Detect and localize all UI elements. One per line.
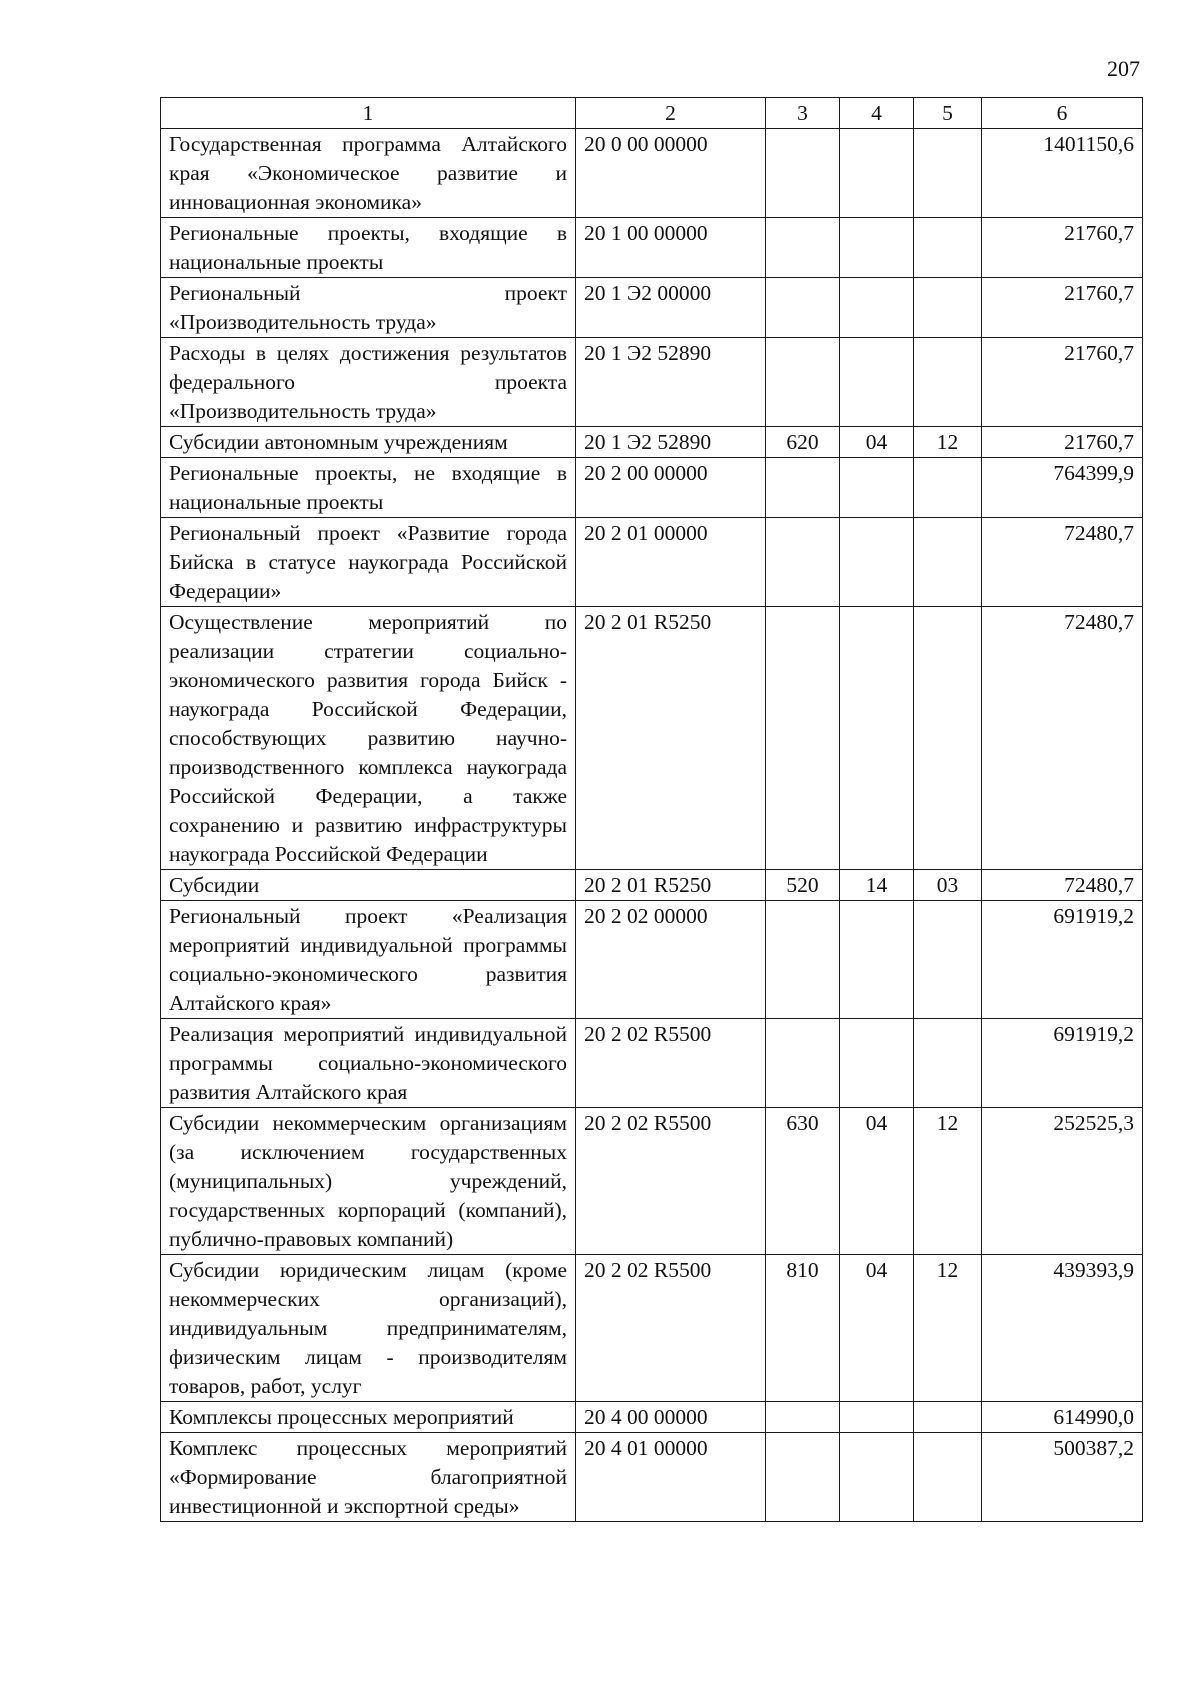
row-amount-cell: 691919,2 [982, 1019, 1143, 1108]
row-code-cell: 20 2 01 R5250 [576, 870, 766, 901]
row-amount-cell: 764399,9 [982, 458, 1143, 518]
row-col3-cell [766, 458, 840, 518]
row-code-cell: 20 4 01 00000 [576, 1433, 766, 1522]
table-row [161, 129, 1143, 218]
table-body [161, 129, 1143, 1522]
row-col5-cell [914, 129, 982, 218]
row-name-cell: Расходы в целях достижения результатов федерального проекта «Производительность труда» [161, 338, 576, 427]
table-row [161, 1019, 1143, 1108]
table-row [161, 901, 1143, 1019]
row-col4-cell [840, 338, 914, 427]
row-col5-cell: 12 [914, 1255, 982, 1402]
column-header-3: 3 [766, 98, 840, 129]
row-name-cell: Реализация мероприятий индивидуальной программы социально-экономического развития Алтайского края [161, 1019, 576, 1108]
row-amount-cell: 72480,7 [982, 870, 1143, 901]
row-col4-cell [840, 458, 914, 518]
row-code-cell: 20 2 02 R5500 [576, 1108, 766, 1255]
row-col4-cell [840, 278, 914, 338]
row-col5-cell [914, 338, 982, 427]
table-row [161, 427, 1143, 458]
table-row [161, 1402, 1143, 1433]
row-col5-cell [914, 458, 982, 518]
row-code-cell: 20 1 Э2 52890 [576, 338, 766, 427]
table-row [161, 338, 1143, 427]
row-amount-cell: 21760,7 [982, 427, 1143, 458]
row-col4-cell [840, 218, 914, 278]
row-amount-cell: 21760,7 [982, 218, 1143, 278]
row-col5-cell [914, 1019, 982, 1108]
row-amount-cell: 72480,7 [982, 518, 1143, 607]
row-code-cell: 20 1 Э2 00000 [576, 278, 766, 338]
row-name-cell: Субсидии юридическим лицам (кроме некоммерческих организаций), индивидуальным предпринимателям, физическим лицам - производителям товаров, работ, услуг [161, 1255, 576, 1402]
row-amount-cell: 72480,7 [982, 607, 1143, 870]
row-col5-cell [914, 1433, 982, 1522]
row-col3-cell [766, 1402, 840, 1433]
row-col3-cell: 630 [766, 1108, 840, 1255]
row-col3-cell: 620 [766, 427, 840, 458]
row-col4-cell [840, 607, 914, 870]
row-code-cell: 20 0 00 00000 [576, 129, 766, 218]
page-number: 207 [1107, 56, 1140, 81]
row-col3-cell [766, 607, 840, 870]
column-header-4: 4 [840, 98, 914, 129]
table-row [161, 1433, 1143, 1522]
column-header-5: 5 [914, 98, 982, 129]
header-row [161, 98, 1143, 129]
row-col5-cell: 12 [914, 427, 982, 458]
row-col4-cell [840, 1019, 914, 1108]
table-row [161, 1108, 1143, 1255]
row-name-cell: Субсидии некоммерческим организациям (за исключением государственных (муниципальных) учреждений, государственных корпораций (компаний), публично-правовых компаний) [161, 1108, 576, 1255]
table-row [161, 870, 1143, 901]
row-col3-cell [766, 518, 840, 607]
row-code-cell: 20 4 00 00000 [576, 1402, 766, 1433]
row-col3-cell [766, 1019, 840, 1108]
row-col4-cell [840, 1402, 914, 1433]
row-name-cell: Региональный проект «Производительность труда» [161, 278, 576, 338]
row-col5-cell [914, 278, 982, 338]
row-col3-cell [766, 129, 840, 218]
row-name-cell: Региональные проекты, входящие в национальные проекты [161, 218, 576, 278]
row-code-cell: 20 2 01 00000 [576, 518, 766, 607]
table-row [161, 518, 1143, 607]
row-amount-cell: 691919,2 [982, 901, 1143, 1019]
row-amount-cell: 1401150,6 [982, 129, 1143, 218]
row-col5-cell [914, 518, 982, 607]
row-name-cell: Региональные проекты, не входящие в национальные проекты [161, 458, 576, 518]
row-col5-cell [914, 1402, 982, 1433]
row-code-cell: 20 2 02 00000 [576, 901, 766, 1019]
row-code-cell: 20 2 02 R5500 [576, 1255, 766, 1402]
row-amount-cell: 614990,0 [982, 1402, 1143, 1433]
row-name-cell: Комплексы процессных мероприятий [161, 1402, 576, 1433]
row-name-cell: Комплекс процессных мероприятий «Формирование благоприятной инвестиционной и экспортной среды» [161, 1433, 576, 1522]
row-col4-cell [840, 1433, 914, 1522]
row-name-cell: Государственная программа Алтайского края «Экономическое развитие и инновационная экономика» [161, 129, 576, 218]
budget-table [160, 97, 1143, 1522]
row-name-cell: Региональный проект «Развитие города Бийска в статусе наукограда Российской Федерации» [161, 518, 576, 607]
row-col5-cell: 12 [914, 1108, 982, 1255]
table-row [161, 458, 1143, 518]
table-row [161, 607, 1143, 870]
row-name-cell: Осуществление мероприятий по реализации стратегии социально-экономического развития города Бийск - наукограда Российской Федерации, способствующих развитию научно-производственного комплекса наукограда Российской Федерации, а также сохранению и развитию инфраструктуры наукограда Российской Федерации [161, 607, 576, 870]
row-col3-cell: 520 [766, 870, 840, 901]
row-code-cell: 20 2 00 00000 [576, 458, 766, 518]
row-col4-cell: 04 [840, 1108, 914, 1255]
column-header-6: 6 [982, 98, 1143, 129]
table-row [161, 1255, 1143, 1402]
row-amount-cell: 439393,9 [982, 1255, 1143, 1402]
column-header-1: 1 [161, 98, 576, 129]
row-amount-cell: 500387,2 [982, 1433, 1143, 1522]
row-col4-cell: 04 [840, 1255, 914, 1402]
row-col3-cell: 810 [766, 1255, 840, 1402]
row-code-cell: 20 2 01 R5250 [576, 607, 766, 870]
row-name-cell: Субсидии [161, 870, 576, 901]
row-code-cell: 20 2 02 R5500 [576, 1019, 766, 1108]
row-name-cell: Региональный проект «Реализация мероприятий индивидуальной программы социально-экономического развития Алтайского края» [161, 901, 576, 1019]
row-amount-cell: 21760,7 [982, 278, 1143, 338]
row-col5-cell [914, 901, 982, 1019]
row-col3-cell [766, 218, 840, 278]
row-amount-cell: 21760,7 [982, 338, 1143, 427]
row-col3-cell [766, 901, 840, 1019]
row-col4-cell: 04 [840, 427, 914, 458]
row-col4-cell [840, 129, 914, 218]
table-row [161, 278, 1143, 338]
row-col3-cell [766, 338, 840, 427]
row-col5-cell [914, 218, 982, 278]
row-code-cell: 20 1 00 00000 [576, 218, 766, 278]
row-name-cell: Субсидии автономным учреждениям [161, 427, 576, 458]
row-amount-cell: 252525,3 [982, 1108, 1143, 1255]
row-col5-cell [914, 607, 982, 870]
column-header-2: 2 [576, 98, 766, 129]
row-col3-cell [766, 1433, 840, 1522]
row-code-cell: 20 1 Э2 52890 [576, 427, 766, 458]
row-col3-cell [766, 278, 840, 338]
row-col4-cell [840, 901, 914, 1019]
row-col4-cell: 14 [840, 870, 914, 901]
row-col5-cell: 03 [914, 870, 982, 901]
row-col4-cell [840, 518, 914, 607]
table-row [161, 218, 1143, 278]
